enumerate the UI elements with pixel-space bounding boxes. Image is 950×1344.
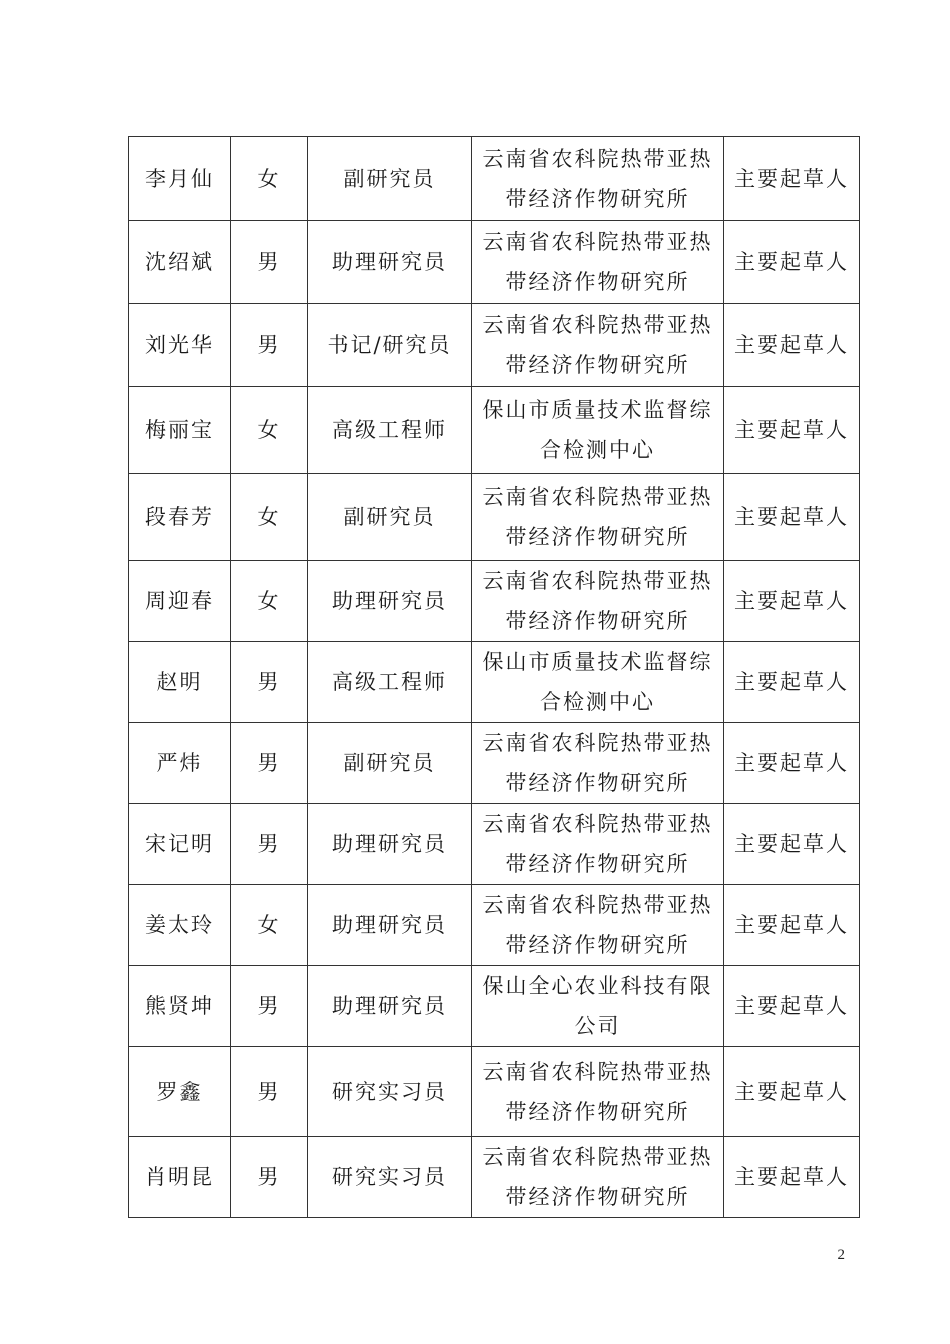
role-cell: 主要起草人 <box>724 387 860 474</box>
title-cell: 助理研究员 <box>308 804 472 885</box>
organization-text: 云南省农科院热带亚热带经济作物研究所 <box>482 731 713 795</box>
organization-cell <box>472 966 724 1047</box>
table-row <box>129 1137 860 1218</box>
gender-cell: 男 <box>231 723 308 804</box>
organization-cell <box>472 561 724 642</box>
name-cell: 沈绍斌 <box>129 221 231 304</box>
title-cell: 书记/研究员 <box>308 304 472 387</box>
table-row <box>129 387 860 474</box>
gender-cell: 女 <box>231 474 308 561</box>
organization-text: 云南省农科院热带亚热带经济作物研究所 <box>482 230 713 294</box>
organization-cell <box>472 221 724 304</box>
title-cell: 副研究员 <box>308 137 472 221</box>
role-cell: 主要起草人 <box>724 723 860 804</box>
organization-cell <box>472 885 724 966</box>
name-cell: 宋记明 <box>129 804 231 885</box>
name-cell: 周迎春 <box>129 561 231 642</box>
role-cell: 主要起草人 <box>724 304 860 387</box>
role-cell: 主要起草人 <box>724 642 860 723</box>
name-cell: 梅丽宝 <box>129 387 231 474</box>
name-cell: 姜太玲 <box>129 885 231 966</box>
organization-cell <box>472 137 724 221</box>
title-cell: 助理研究员 <box>308 561 472 642</box>
table-row <box>129 221 860 304</box>
name-cell: 罗鑫 <box>129 1047 231 1137</box>
organization-text: 保山市质量技术监督综合检测中心 <box>482 398 713 462</box>
role-cell: 主要起草人 <box>724 1047 860 1137</box>
organization-text: 云南省农科院热带亚热带经济作物研究所 <box>482 893 713 957</box>
organization-text: 云南省农科院热带亚热带经济作物研究所 <box>482 1145 713 1209</box>
organization-text: 云南省农科院热带亚热带经济作物研究所 <box>482 1059 713 1124</box>
name-cell: 熊贤坤 <box>129 966 231 1047</box>
gender-cell: 女 <box>231 561 308 642</box>
organization-text: 云南省农科院热带亚热带经济作物研究所 <box>482 146 713 211</box>
gender-cell: 女 <box>231 387 308 474</box>
organization-cell <box>472 474 724 561</box>
organization-cell <box>472 1047 724 1137</box>
table-row <box>129 561 860 642</box>
organization-text: 云南省农科院热带亚热带经济作物研究所 <box>482 812 713 876</box>
organization-text: 云南省农科院热带亚热带经济作物研究所 <box>482 485 713 549</box>
role-cell: 主要起草人 <box>724 561 860 642</box>
gender-cell: 男 <box>231 304 308 387</box>
table-row <box>129 1047 860 1137</box>
role-cell: 主要起草人 <box>724 804 860 885</box>
name-cell: 李月仙 <box>129 137 231 221</box>
role-cell: 主要起草人 <box>724 137 860 221</box>
organization-cell <box>472 304 724 387</box>
title-cell: 助理研究员 <box>308 885 472 966</box>
name-cell: 赵明 <box>129 642 231 723</box>
gender-cell: 男 <box>231 642 308 723</box>
name-cell: 刘光华 <box>129 304 231 387</box>
table-row <box>129 642 860 723</box>
gender-cell: 女 <box>231 137 308 221</box>
gender-cell: 男 <box>231 804 308 885</box>
role-cell: 主要起草人 <box>724 474 860 561</box>
title-cell: 研究实习员 <box>308 1047 472 1137</box>
gender-cell: 女 <box>231 885 308 966</box>
title-cell: 助理研究员 <box>308 221 472 304</box>
table-row <box>129 885 860 966</box>
role-cell: 主要起草人 <box>724 885 860 966</box>
gender-cell: 男 <box>231 221 308 304</box>
organization-cell <box>472 387 724 474</box>
organization-text: 云南省农科院热带亚热带经济作物研究所 <box>482 313 713 377</box>
organization-text: 保山全心农业科技有限公司 <box>482 974 713 1038</box>
role-cell: 主要起草人 <box>724 1137 860 1218</box>
title-cell: 助理研究员 <box>308 966 472 1047</box>
name-cell: 严炜 <box>129 723 231 804</box>
organization-text: 保山市质量技术监督综合检测中心 <box>482 650 713 714</box>
title-cell: 副研究员 <box>308 474 472 561</box>
table-row <box>129 474 860 561</box>
name-cell: 肖明昆 <box>129 1137 231 1218</box>
organization-cell <box>472 1137 724 1218</box>
role-cell: 主要起草人 <box>724 221 860 304</box>
title-cell: 副研究员 <box>308 723 472 804</box>
gender-cell: 男 <box>231 1047 308 1137</box>
title-cell: 高级工程师 <box>308 387 472 474</box>
organization-text: 云南省农科院热带亚热带经济作物研究所 <box>482 569 713 633</box>
table-row <box>129 723 860 804</box>
table-row <box>129 137 860 221</box>
table-row <box>129 804 860 885</box>
table-row <box>129 966 860 1047</box>
gender-cell: 男 <box>231 966 308 1047</box>
drafters-table <box>128 136 860 1218</box>
title-cell: 研究实习员 <box>308 1137 472 1218</box>
page-number: 2 <box>837 1247 845 1263</box>
organization-cell <box>472 804 724 885</box>
role-cell: 主要起草人 <box>724 966 860 1047</box>
organization-cell <box>472 723 724 804</box>
table-row <box>129 304 860 387</box>
gender-cell: 男 <box>231 1137 308 1218</box>
title-cell: 高级工程师 <box>308 642 472 723</box>
organization-cell <box>472 642 724 723</box>
name-cell: 段春芳 <box>129 474 231 561</box>
